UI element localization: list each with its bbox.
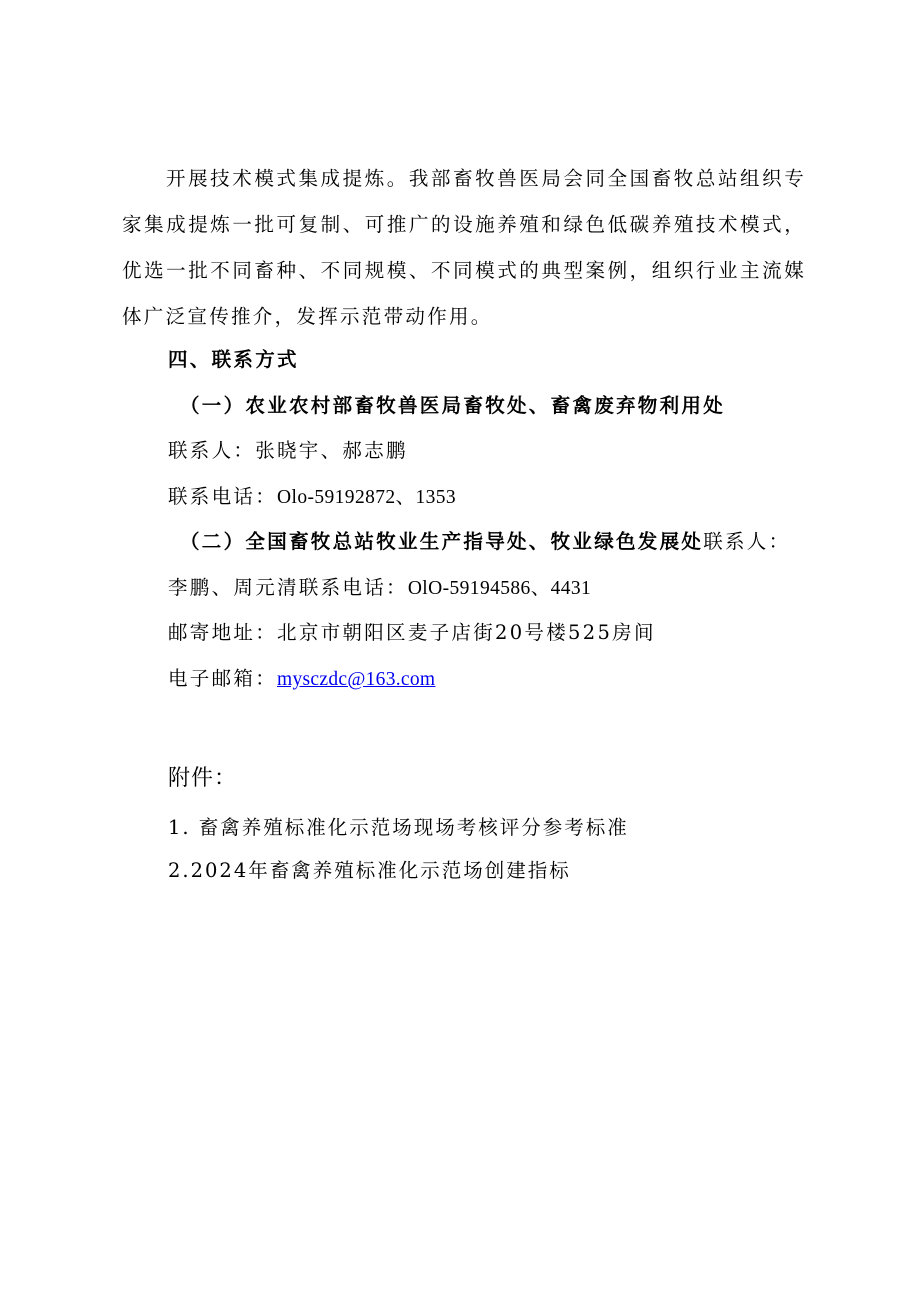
- contact2-heading: （二）全国畜牧总站牧业生产指导处、牧业绿色发展处: [180, 530, 704, 553]
- contact1-people-label: 联系人：: [168, 439, 256, 462]
- attachments-heading: 附件：: [168, 766, 238, 791]
- section3-paragraph: 开展技术模式集成提炼。我部畜牧兽医局会同全国畜牧总站组织专家集成提炼一批可复制、可推广的设施养殖和绿色低碳养殖技术模式，优选一批不同畜种、不同规模、不同模式的典型案例，组织行业主流媒体广泛宣传推介，发挥示范带动作用。: [122, 167, 806, 328]
- contact1-phone-label: 联系电话：: [168, 485, 278, 508]
- contact2-phone-value: OlO-59194586、4431: [407, 578, 592, 599]
- attachment-item-1: 1. 畜禽养殖标准化示范场现场考核评分参考标准: [168, 816, 629, 839]
- contact2-phone-label: 联系电话：: [298, 576, 408, 599]
- contact2-people-value: 李鹏、周元清: [168, 576, 299, 599]
- contact2-line: [180, 527, 790, 557]
- section4-heading: 四、联系方式: [168, 348, 299, 371]
- contact1-people-value: 张晓宇、郝志鹏: [255, 439, 408, 462]
- attachment-item-2: 2.2024年畜禽养殖标准化示范场创建指标: [168, 859, 571, 882]
- contact2-people-phone: [168, 573, 591, 604]
- contact1-people: [168, 436, 408, 466]
- contact1-heading: （一）农业农村部畜牧兽医局畜牧处、畜禽废弃物利用处: [180, 394, 726, 417]
- contact2-people-label: 联系人：: [703, 530, 791, 553]
- contact2-address-value: 北京市朝阳区麦子店街20号楼525房间: [277, 621, 656, 644]
- contact2-email: [168, 664, 435, 695]
- contact2-email-label: 电子邮箱：: [168, 667, 278, 690]
- contact1-phone-value: Olo-59192872、1353: [277, 487, 457, 508]
- email-link[interactable]: mysczdc@163.com: [277, 669, 436, 690]
- contact2-address-label: 邮寄地址：: [168, 621, 278, 644]
- contact2-address: [168, 618, 656, 648]
- contact1-phone: [168, 482, 456, 513]
